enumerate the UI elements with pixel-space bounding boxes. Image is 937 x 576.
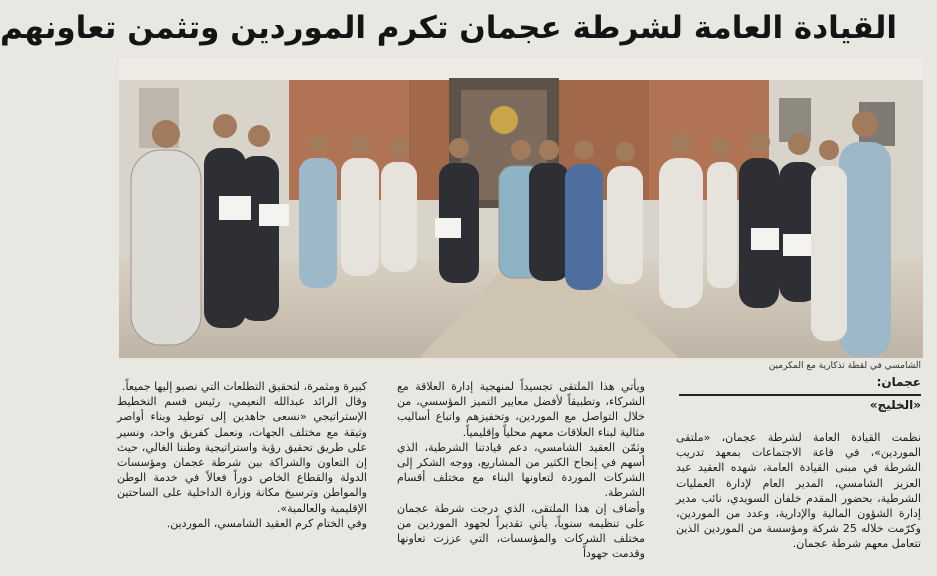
- headline: القيادة العامة لشرطة عجمان تكرم الموردين وتثمن تعاونهم: [0, 10, 897, 46]
- article-column-1: نظمت القيادة العامة لشرطة عجمان، «ملتقى الموردين»، في قاعة الاجتماعات بمعهد تدريب الشرطة في مبنى القيادة العامة، شهده العقيد عبد العزيز الشامسي، المدير العام لإدارة العمليات الشرطية، بحضور المقدم خلفان السويدي، نائب مدير إدارة الشؤون المالية والإدارية، وعدد من الموردين، وكرّمت خلاله 25 شركة ومؤسسة من الموردين الذين تتعامل معهم شرطة عجمان.: [676, 431, 921, 551]
- article-column-2: ويأتي هذا الملتقى تجسيداً لمنهجية إدارة العلاقة مع الشركاء، وتطبيقاً لأفضل معايير التميز المؤسسي، من خلال التواصل مع الموردين، وتحفيزهم واتباع أساليب مثالية لبناء العلاقات معهم محلياً وإقليمياً. وثمّن العقيد الشامسي، دعم قيادتنا الشرطية، الذي أسهم في إنجاح الكثير من المشاريع، ووجه الشكر إلى الشركات الموردة لتعاونها البناء مع مختلف أقسام الشرطة. وأضاف إن هذا الملتقى، الذي درجت شرطة عجمان على تنظيمه سنوياً، يأتي تقديراً لجهود الموردين من مختلف الشركات والمؤسسات، التي عززت تعاونها وقدمت جهوداً: [397, 380, 645, 561]
- group-photo-illustration: [119, 58, 923, 358]
- dateline-source: «الخليج»: [679, 394, 921, 412]
- photo-caption: الشامسي في لقطة تذكارية مع المكرمين: [768, 361, 921, 371]
- dateline-place: عجمان:: [876, 375, 921, 389]
- group-photo: [119, 58, 923, 358]
- article-column-3: كبيرة ومثمرة، لتحقيق التطلعات التي نصبو إليها جميعاً. وقال الرائد عبدالله النعيمي، رئيس قسم التخطيط الإستراتيجي «نسعى جاهدين إلى توطيد وبناء أواصر وثيقة مع مختلف الجهات، ونعمل كفريق واحد، ونسير على طريق تحقيق رؤية واستراتيجية وطننا الغالي، حيث إن التعاون والشراكة بين شرطة عجمان ومؤسسات الدولة والقطاع الخاص دوراً فعالاً في خدمة الوطن والمواطن وترسيخ مكانة وزارة الداخلية على الساحتين الإقليمية والعالمية». وفي الختام كرم العقيد الشامسي، الموردين.: [117, 380, 367, 530]
